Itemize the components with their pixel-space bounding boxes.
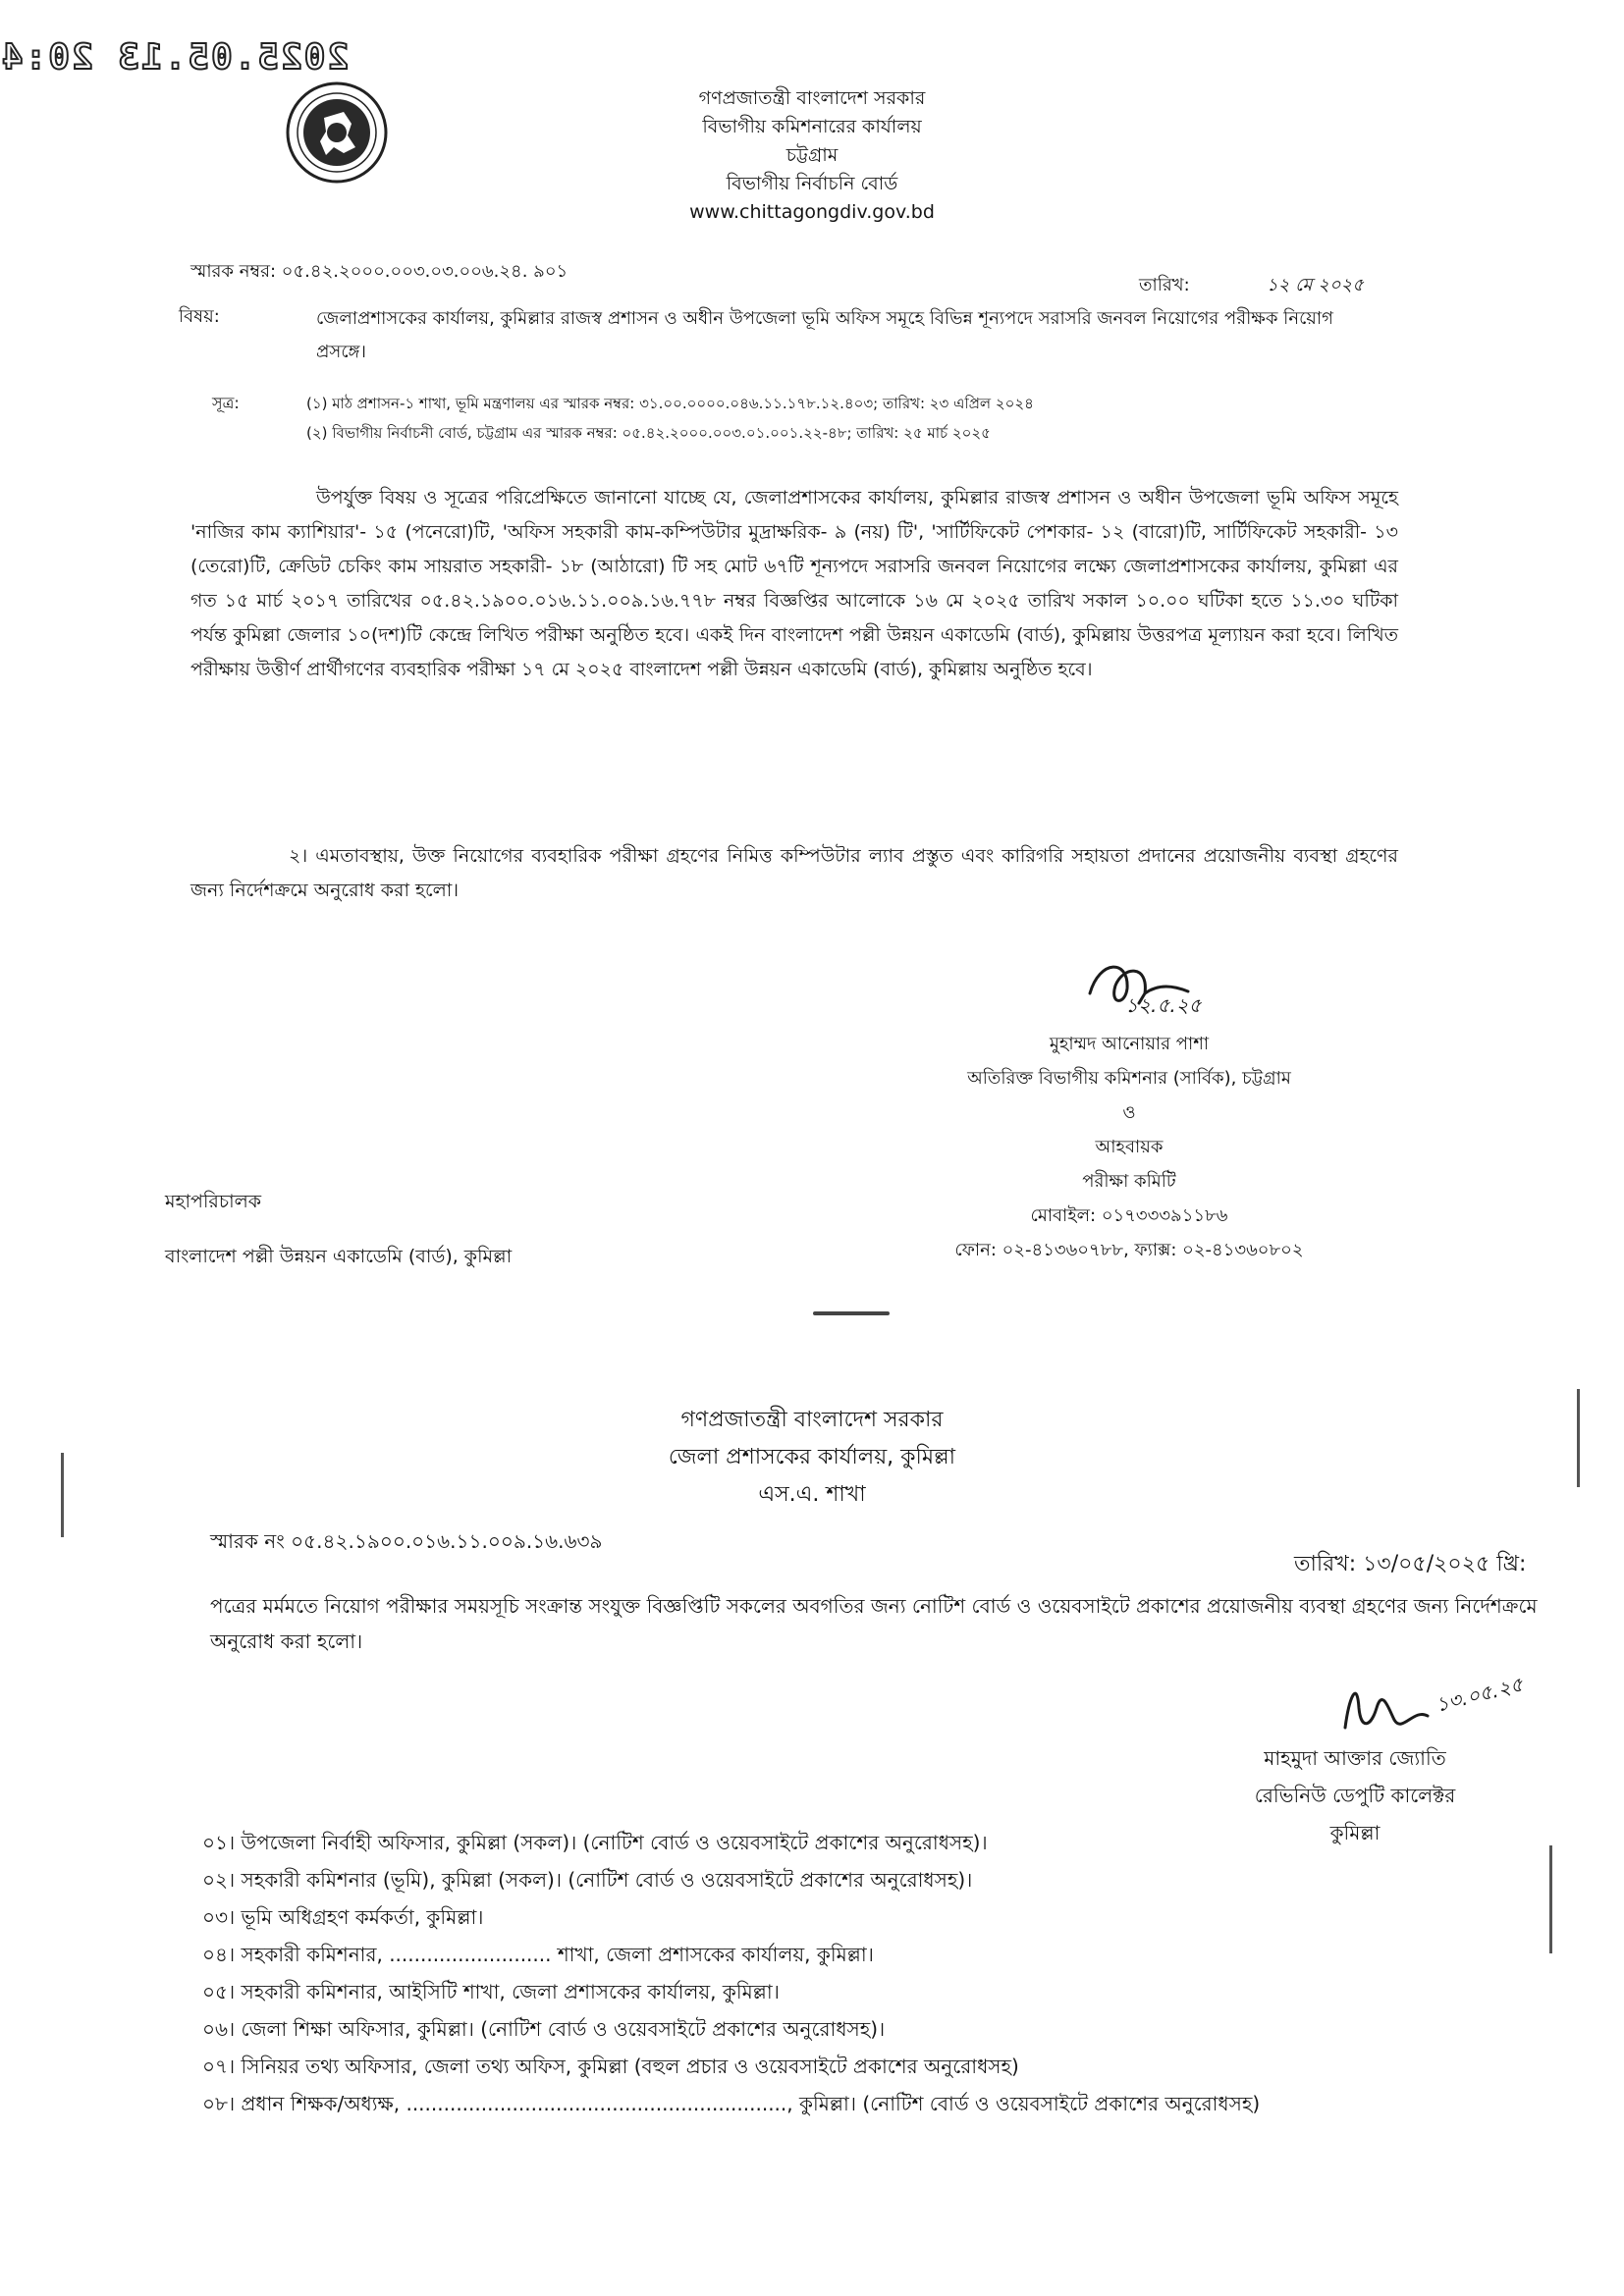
list-item: ০৫। সহকারী কমিশনার, আইসিটি শাখা, জেলা প্রশাসকের কার্যালয়, কুমিল্লা। xyxy=(202,1980,780,2003)
signature-1-date: ১২.৫.২৫ xyxy=(1125,993,1202,1017)
list-item: ০৪। সহকারী কমিশনার, .......................... শাখা, জেলা প্রশাসকের কার্যালয়, কুমিল্লা। xyxy=(202,1943,874,1966)
signature-2-date: ১৩.০৫.২৫ xyxy=(1433,1672,1526,1717)
header-line: গণপ্রজাতন্ত্রী বাংলাদেশ সরকার xyxy=(680,1408,944,1432)
margin-bracket xyxy=(1577,1389,1580,1487)
subject-label: বিষয়: xyxy=(179,306,220,327)
signatory-designation: রেভিনিউ ডেপুটি কালেক্টর xyxy=(1254,1784,1456,1807)
signatory-role: আহবায়ক xyxy=(1095,1137,1164,1157)
recipient-title: মহাপরিচালক xyxy=(165,1191,262,1212)
recipient-address: বাংলাদেশ পল্লী উন্নয়ন একাডেমি (বার্ড), কুমিল্লা xyxy=(165,1246,513,1267)
list-item: ০২। সহকারী কমিশনার (ভূমি), কুমিল্লা (সকল)। (নোটিশ বোর্ড ও ওয়েবসাইটে প্রকাশের অনুরোধসহ)। xyxy=(202,1868,973,1892)
signatory-name: মুহাম্মদ আনোয়ার পাশা xyxy=(1049,1034,1210,1054)
letter2-header xyxy=(0,1402,1624,1514)
distribution-list xyxy=(202,1824,1260,2122)
signatory-mobile: মোবাইল: ০১৭৩৩৩৯১১৮৬ xyxy=(1030,1205,1228,1226)
letter1-date-value: ১২ মে ২০২৫ xyxy=(1267,275,1364,295)
sources-list xyxy=(306,389,1386,448)
divider xyxy=(813,1311,890,1315)
signatory-designation: অতিরিক্ত বিভাগীয় কমিশনার (সার্বিক), চট্টগ্রাম xyxy=(967,1068,1291,1089)
letter1-memo-number: স্মারক নম্বর: ০৫.৪২.২০০০.০০৩.০৩.০০৬.২৪. ৯০১ xyxy=(190,261,568,282)
header-line: বিভাগীয় কমিশনারের কার্যালয় xyxy=(702,116,922,137)
header-line: এস.এ. শাখা xyxy=(758,1482,866,1507)
letter1-signatory xyxy=(884,1027,1375,1267)
website-link[interactable]: www.chittagongdiv.gov.bd xyxy=(689,201,935,223)
letter2-memo-number: স্মারক নং ০৫.৪২.১৯০০.০১৬.১১.০০৯.১৬.৬৩৯ xyxy=(210,1529,603,1553)
list-item: ০৭। সিনিয়র তথ্য অফিসার, জেলা তথ্য অফিস, কুমিল্লা (বহুল প্রচার ও ওয়েবসাইটে প্রকাশের অনুরোধসহ) xyxy=(202,2055,1019,2078)
signatory-committee: পরীক্ষা কমিটি xyxy=(1082,1171,1176,1192)
sources-label: সূত্র: xyxy=(212,394,240,412)
source-item: (১) মাঠ প্রশাসন-১ শাখা, ভূমি মন্ত্রণালয় এর স্মারক নম্বর: ৩১.০০.০০০০.০৪৬.১১.১৭৮.১২.৪০৩; তারিখ: ২৩ এপ্রিল ২০২৪ xyxy=(306,395,1034,412)
signatory-conjunction: ও xyxy=(1122,1102,1136,1123)
letter1-paragraph-2: ২। এমতাবস্থায়, উক্ত নিয়োগের ব্যবহারিক পরীক্ষা গ্রহণের নিমিত্ত কম্পিউটার ল্যাব প্রস্তুত এবং কারিগরি সহায়তা প্রদানের প্রয়োজনীয় ব্যবস্থা গ্রহণের জন্য নির্দেশক্রমে অনুরোধ করা হলো। xyxy=(190,845,1398,901)
source-item: (২) বিভাগীয় নির্বাচনী বোর্ড, চট্টগ্রাম এর স্মারক নম্বর: ০৫.৪২.২০০০.০০৩.০১.০০১.২২-৪৮; তারিখ: ২৫ মার্চ ২০২৫ xyxy=(306,424,991,442)
header-line: চট্টগ্রাম xyxy=(785,144,839,166)
list-item: ০৬। জেলা শিক্ষা অফিসার, কুমিল্লা। (নোটিশ বোর্ড ও ওয়েবসাইটে প্রকাশের অনুরোধসহ)। xyxy=(202,2017,886,2041)
header-line: গণপ্রজাতন্ত্রী বাংলাদেশ সরকার xyxy=(698,87,926,109)
subject-text: জেলাপ্রশাসকের কার্যালয়, কুমিল্লার রাজস্ব প্রশাসন ও অধীন উপজেলা ভূমি অফিস সমূহে বিভিন্ন শূন্যপদে সরাসরি জনবল নিয়োগের পরীক্ষক নিয়োগ প্রসঙ্গে। xyxy=(316,308,1333,362)
margin-bracket xyxy=(1549,1845,1552,1953)
letter2-date: তারিখ: ১৩/০৫/২০২৫ খ্রি: xyxy=(1294,1552,1527,1576)
list-item: ০৩। ভূমি অধিগ্রহণ কর্মকর্তা, কুমিল্লা। xyxy=(202,1905,484,1929)
signatory-name: মাহমুদা আক্তার জ্যোতি xyxy=(1264,1746,1446,1770)
list-item: ০১। উপজেলা নির্বাহী অফিসার, কুমিল্লা (সকল)। (নোটিশ বোর্ড ও ওয়েবসাইটে প্রকাশের অনুরোধসহ)। xyxy=(202,1831,988,1854)
list-item: ০৮। প্রধান শিক্ষক/অধ্যক্ষ, ............................................................., কুমিল্লা। (নোটিশ বোর্ড ও ওয়েবসাইটে প্রকাশের অনুরোধসহ) xyxy=(202,2092,1261,2115)
header-line: বিভাগীয় নির্বাচনি বোর্ড xyxy=(726,173,898,194)
header-line: জেলা প্রশাসকের কার্যালয়, কুমিল্লা xyxy=(668,1445,956,1469)
letter1-paragraph-1: উপর্যুক্ত বিষয় ও সূত্রের পরিপ্রেক্ষিতে জানানো যাচ্ছে যে, জেলাপ্রশাসকের কার্যালয়, কুমিল্লার রাজস্ব প্রশাসন ও অধীন উপজেলা ভূমি অফিস সমূহে 'নাজির কাম ক্যাশিয়ার'- ১৫ (পনেরো)টি, 'অফিস সহকারী কাম-কম্পিউটার মুদ্রাক্ষরিক- ৯ (নয়) টি', 'সার্টিফিকেট পেশকার- ১২ (বারো)টি, সার্টিফিকেট সহকারী- ১৩ (তেরো)টি, ক্রেডিট চেকিং কাম সায়রাত সহকারী- ১৮ (আঠারো) টি সহ মোট ৬৭টি শূন্যপদে সরাসরি জনবল নিয়োগের লক্ষ্যে জেলাপ্রশাসকের কার্যালয়, কুমিল্লা এর গত ১৫ মার্চ ২০১৭ তারিখের ০৫.৪২.১৯০০.০১৬.১১.০০৯.১৬.৭৭৮ নম্বর বিজ্ঞপ্তির আলোকে ১৬ মে ২০২৫ তারিখ সকাল ১০.০০ ঘটিকা হতে ১১.৩০ ঘটিকা পর্যন্ত কুমিল্লা জেলার ১০(দশ)টি কেন্দ্রে লিখিত পরীক্ষা অনুষ্ঠিত হবে। একই দিন বাংলাদেশ পল্লী উন্নয়ন একাডেমি (বার্ড), কুমিল্লায় উত্তরপত্র মূল্যায়ন করা হবে। লিখিত পরীক্ষায় উত্তীর্ণ প্রার্থীগণের ব্যবহারিক পরীক্ষা ১৭ মে ২০২৫ বাংলাদেশ পল্লী উন্নয়ন একাডেমি (বার্ড), কুমিল্লায় অনুষ্ঠিত হবে। xyxy=(190,487,1398,680)
letter1-recipient xyxy=(165,1174,512,1284)
margin-bracket xyxy=(61,1453,64,1537)
letter1-date-label: তারিখ: xyxy=(1139,275,1190,295)
letter2-body: পত্রের মর্মমতে নিয়োগ পরীক্ষার সময়সূচি সংক্রান্ত সংযুক্ত বিজ্ঞপ্তিটি সকলের অবগতির জন্য নোটিশ বোর্ড ও ওয়েবসাইটে প্রকাশের প্রয়োজনীয় ব্যবস্থা গ্রহণের জন্য নির্দেশক্রমে অনুরোধ করা হলো। xyxy=(210,1594,1538,1653)
timestamp-stamp: 2025.05.13 20:4 xyxy=(0,37,350,78)
signatory-location: কুমিল্লা xyxy=(1329,1821,1380,1844)
signatory-phone: ফোন: ০২-৪১৩৬০৭৮৮, ফ্যাক্স: ০২-৪১৩৬০৮০২ xyxy=(954,1240,1304,1260)
letter1-header xyxy=(0,84,1624,227)
